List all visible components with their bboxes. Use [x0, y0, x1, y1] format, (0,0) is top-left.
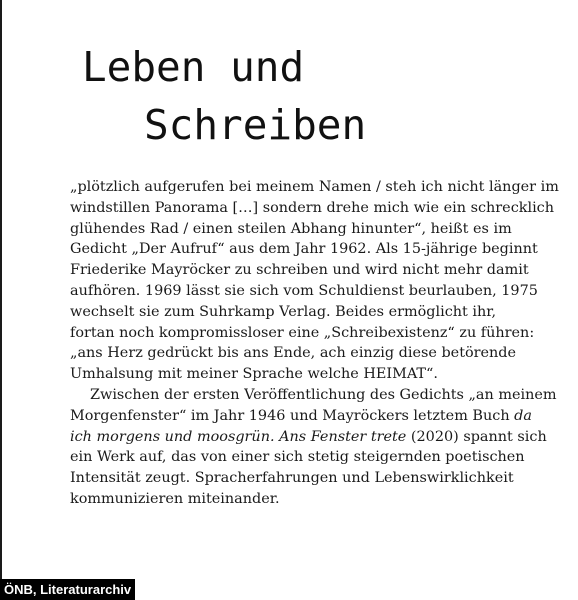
text-line: aufhören. 1969 lässt sie sich vom Schuldienst beurlauben, 1975	[70, 282, 538, 299]
text-line: Zwischen der ersten Veröffentlichung des Gedichts „an meinem	[90, 386, 557, 403]
text-line: Friederike Mayröcker zu schreiben und wird nicht mehr damit	[70, 262, 529, 279]
text-line	[70, 427, 547, 448]
text-line: kommunizieren miteinander.	[70, 490, 280, 507]
title-line-1: Leben und	[82, 43, 305, 91]
text-line: „plötzlich aufgerufen bei meinem Namen / steh ich nicht länger im	[70, 179, 559, 195]
title-line-2: Schreiben	[144, 101, 367, 149]
text-line: „ans Herz gedrückt bis ans Ende, ach einzig diese betörende	[70, 345, 517, 362]
book-title-part: da	[514, 407, 532, 424]
text-segment: Morgenfenster“ im Jahr 1946 und Mayröckers letztem Buch	[70, 407, 515, 424]
image-credit-label: ÖNB, Literaturarchiv	[0, 579, 135, 600]
text-line: Umhalsung mit meiner Sprache welche HEIMAT“.	[70, 366, 438, 383]
left-border-line	[0, 0, 2, 600]
section-title	[82, 38, 366, 154]
book-title-part: ich morgens und moosgrün. Ans Fenster trete	[70, 428, 407, 445]
text-line: windstillen Panorama […] sondern drehe mich wie ein schrecklich	[70, 199, 555, 216]
body-text	[70, 177, 559, 510]
text-line: wechselt sie zum Suhrkamp Verlag. Beides ermöglicht ihr,	[70, 303, 497, 320]
text-segment: (2020) spannt sich	[406, 428, 547, 445]
text-line	[70, 406, 540, 427]
paragraph-1	[70, 177, 559, 385]
paragraph-2	[70, 385, 557, 510]
text-line: Gedicht „Der Aufruf“ aus dem Jahr 1962. Als 15-jährige beginnt	[70, 241, 538, 258]
text-line: fortan noch kompromissloser eine „Schreibexistenz“ zu führen:	[70, 324, 535, 341]
text-line: Intensität zeugt. Spracherfahrungen und Lebenswirklichkeit	[70, 470, 514, 487]
text-line: glühendes Rad / einen steilen Abhang hinunter“, heißt es im	[70, 220, 512, 237]
text-line: ein Werk auf, das von einer sich stetig steigernden poetischen	[70, 449, 525, 466]
